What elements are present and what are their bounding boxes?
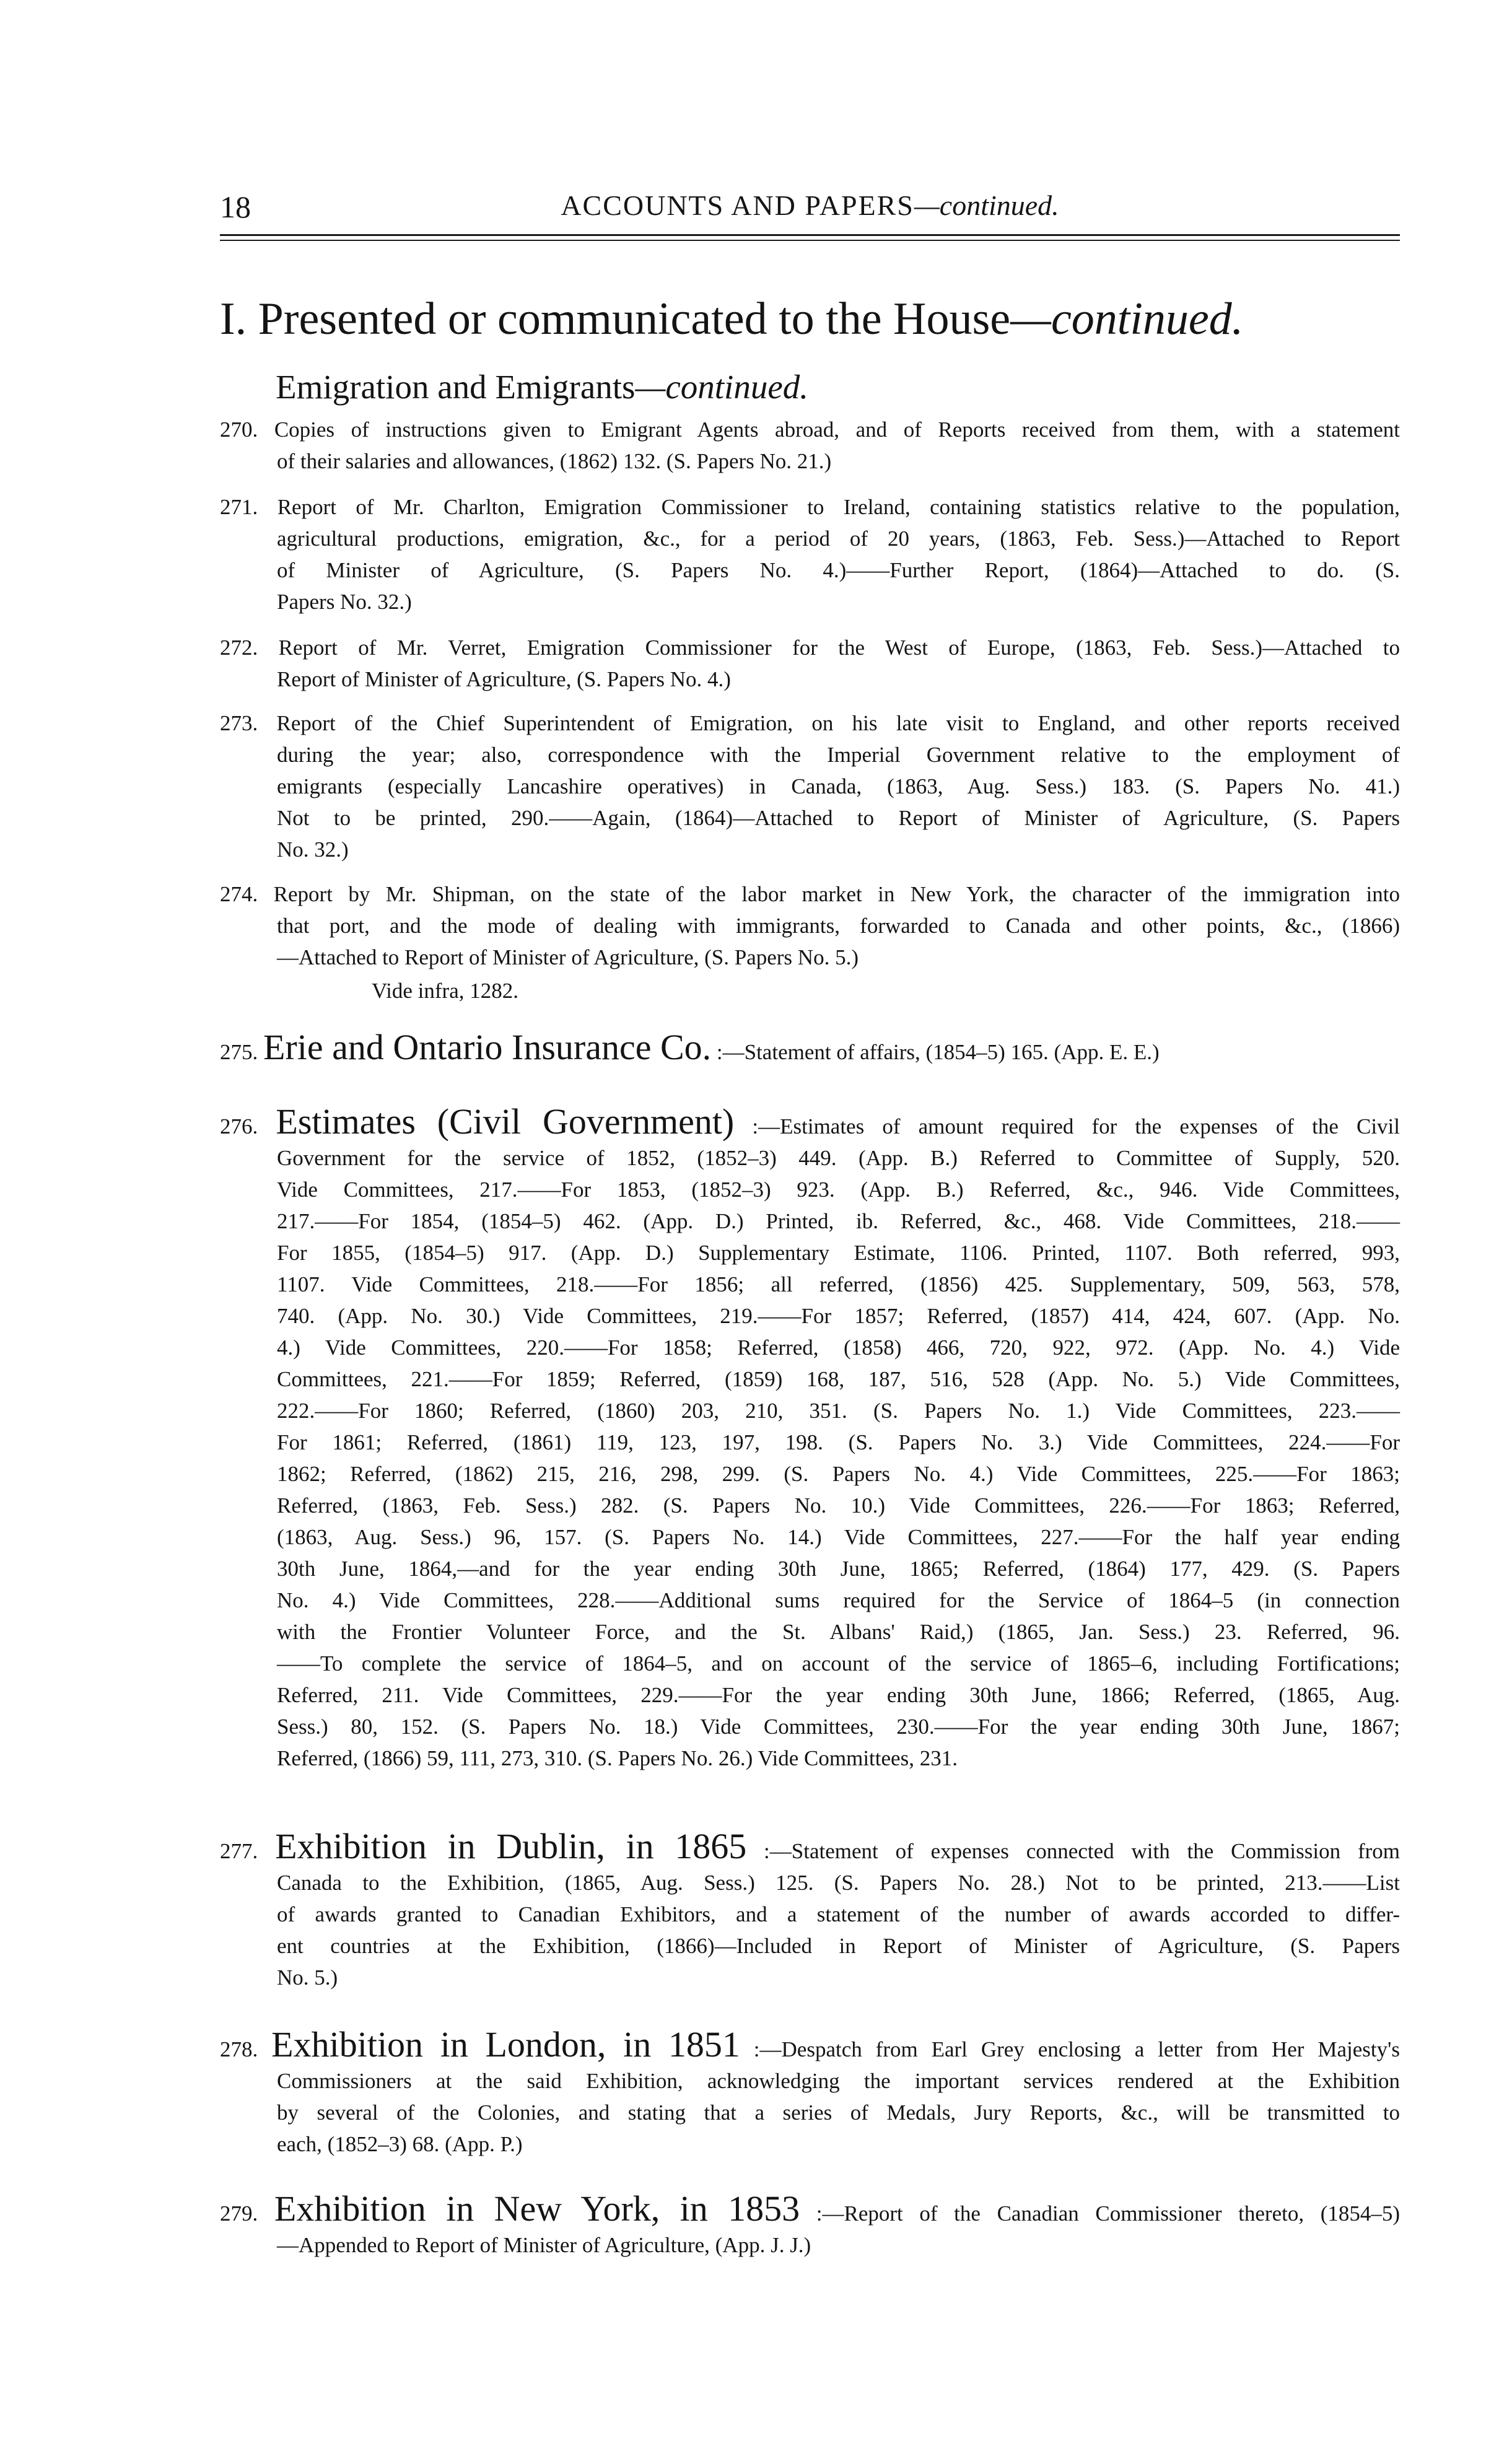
- entry-text: :—Report of the Canadian Commissioner thereto, (1854–5): [816, 2201, 1401, 2226]
- entry-heading-line: [220, 2188, 1401, 2229]
- entry-line: ent countries at the Exhibition, (1866)—Included in Report of Minister of Agriculture, (S. Papers: [277, 1934, 1400, 1958]
- entry-line: —Attached to Report of Minister of Agriculture, (S. Papers No. 5.): [277, 945, 859, 969]
- entry-line: 217.——For 1854, (1854–5) 462. (App. D.) Printed, ib. Referred, &c., 468. Vide Committees, 218.——: [277, 1209, 1400, 1233]
- entry-line: during the year; also, correspondence with the Imperial Government relative to the employment of: [277, 743, 1400, 767]
- entry-line: each, (1852–3) 68. (App. P.): [277, 2132, 523, 2156]
- entry-line: Government for the service of 1852, (1852–3) 449. (App. B.) Referred to Committee of Supply, 520.: [277, 1146, 1400, 1170]
- entry-line: Referred, (1863, Feb. Sess.) 282. (S. Papers No. 10.) Vide Committees, 226.——For 1863; Referred,: [277, 1493, 1400, 1518]
- subsection-title-continued: —continued.: [635, 368, 808, 406]
- entry-line: agricultural productions, emigration, &c., for a period of 20 years, (1863, Feb. Sess.)—Attached to Report: [277, 527, 1400, 551]
- subsection-title-main: Emigration and Emigrants: [276, 368, 636, 406]
- entry-line: Committees, 221.——For 1859; Referred, (1859) 168, 187, 516, 528 (App. No. 5.) Vide Committees,: [277, 1367, 1400, 1391]
- entry-line: Commissioners at the said Exhibition, acknowledging the important services rendered at the Exhibition: [277, 2069, 1400, 2093]
- entry-heading-line: [220, 1101, 1401, 1142]
- entry-line: 4.) Vide Committees, 220.——For 1858; Referred, (1858) 466, 720, 922, 972. (App. No. 4.) Vide: [277, 1335, 1400, 1360]
- entry-number: 279.: [220, 2201, 258, 2226]
- header-rule-top: [220, 234, 1400, 236]
- entry-number: 276.: [220, 1114, 258, 1138]
- header-rule-bottom: [220, 240, 1400, 241]
- entry-274: [220, 878, 1400, 973]
- entry-line: No. 32.): [277, 837, 349, 862]
- entry-line: of awards granted to Canadian Exhibitors, and a statement of the number of awards accorded to differ-: [277, 1902, 1400, 1926]
- running-head: [220, 189, 1400, 222]
- entry-text: :—Estimates of amount required for the expenses of the Civil: [752, 1114, 1401, 1138]
- page-number: 18: [220, 190, 251, 224]
- entry-line: Canada to the Exhibition, (1865, Aug. Sess.) 125. (S. Papers No. 28.) Not to be printed, 213.——List: [277, 1871, 1400, 1895]
- entry-heading: Exhibition in London, in 1851: [271, 2024, 740, 2065]
- entry-275: [220, 1027, 1400, 1068]
- entry-text: :—Statement of affairs, (1854–5) 165. (App. E. E.): [716, 1040, 1160, 1064]
- entry-line: Report of Minister of Agriculture, (S. Papers No. 4.): [277, 667, 731, 691]
- page-header: [220, 189, 1400, 238]
- entry-273: [220, 707, 1400, 865]
- running-head-continued: —continued.: [914, 190, 1059, 221]
- entry-line: 271. Report of Mr. Charlton, Emigration Commissioner to Ireland, containing statistics relative to the population,: [220, 495, 1400, 519]
- entry-text: :—Statement of expenses connected with the Commission from: [764, 1839, 1400, 1863]
- entry-272: [220, 632, 1400, 695]
- entry-line: emigrants (especially Lancashire operatives) in Canada, (1863, Aug. Sess.) 183. (S. Papers No. 41.): [277, 774, 1400, 798]
- entry-heading-line: [220, 1027, 1400, 1068]
- entry-heading-line: [220, 2024, 1401, 2065]
- entry-line: 740. (App. No. 30.) Vide Committees, 219.——For 1857; Referred, (1857) 414, 424, 607. (App. No.: [277, 1304, 1400, 1328]
- entry-line: 222.——For 1860; Referred, (1860) 203, 210, 351. (S. Papers No. 1.) Vide Committees, 223.——: [277, 1399, 1400, 1423]
- entry-line: that port, and the mode of dealing with immigrants, forwarded to Canada and other points, &c., (1866): [277, 914, 1400, 938]
- section-title-continued: —continued.: [1010, 294, 1244, 344]
- entry-heading: Exhibition in New York, in 1853: [274, 2188, 800, 2229]
- entry-line: ——To complete the service of 1864–5, and on account of the service of 1865–6, including Fortifications;: [277, 1651, 1400, 1676]
- entry-line: 1862; Referred, (1862) 215, 216, 298, 299. (S. Papers No. 4.) Vide Committees, 225.——For 1863;: [277, 1462, 1400, 1486]
- entry-text: :—Despatch from Earl Grey enclosing a letter from Her Majesty's: [753, 2037, 1401, 2061]
- entry-number: 278.: [220, 2037, 258, 2061]
- vide-reference: Vide infra, 1282.: [372, 979, 519, 1003]
- entry-line: —Appended to Report of Minister of Agriculture, (App. J. J.): [277, 2233, 811, 2257]
- entry-line: 270. Copies of instructions given to Emigrant Agents abroad, and of Reports received from them, with a statement: [220, 417, 1400, 442]
- entry-279: [220, 2188, 1401, 2261]
- entry-line: of their salaries and allowances, (1862) 132. (S. Papers No. 21.): [277, 449, 832, 473]
- entry-line: Papers No. 32.): [277, 590, 412, 614]
- entry-number: 277.: [220, 1839, 258, 1863]
- entry-line: Not to be printed, 290.——Again, (1864)—Attached to Report of Minister of Agriculture, (S. Papers: [277, 806, 1400, 830]
- entry-line: (1863, Aug. Sess.) 96, 157. (S. Papers No. 14.) Vide Committees, 227.——For the half year ending: [277, 1525, 1400, 1549]
- entry-278: [220, 2024, 1401, 2160]
- entry-heading: Exhibition in Dublin, in 1865: [275, 1826, 747, 1866]
- entry-heading: Estimates (Civil Government): [276, 1101, 735, 1142]
- entry-277: [220, 1826, 1400, 1993]
- entry-line: by several of the Colonies, and stating that a series of Medals, Jury Reports, &c., will be transmitted to: [277, 2100, 1400, 2125]
- entry-line: For 1861; Referred, (1861) 119, 123, 197, 198. (S. Papers No. 3.) Vide Committees, 224.——For: [277, 1430, 1400, 1454]
- entry-line: Referred, (1866) 59, 111, 273, 310. (S. Papers No. 26.) Vide Committees, 231.: [277, 1746, 958, 1770]
- entry-line: 1107. Vide Committees, 218.——For 1856; all referred, (1856) 425. Supplementary, 509, 563, 578,: [277, 1272, 1400, 1296]
- entry-270: [220, 414, 1400, 477]
- running-head-main: ACCOUNTS AND PAPERS: [561, 190, 914, 221]
- entry-line: Referred, 211. Vide Committees, 229.——For the year ending 30th June, 1866; Referred, (1865, Aug.: [277, 1683, 1400, 1707]
- section-title: [220, 296, 1400, 342]
- entry-line: of Minister of Agriculture, (S. Papers No. 4.)——Further Report, (1864)—Attached to do. (S.: [277, 558, 1400, 582]
- entry-line: 273. Report of the Chief Superintendent of Emigration, on his late visit to England, and other reports received: [220, 711, 1400, 735]
- entry-line: 272. Report of Mr. Verret, Emigration Commissioner for the West of Europe, (1863, Feb. Sess.)—Attached to: [220, 636, 1400, 660]
- entry-heading: Erie and Ontario Insurance Co.: [263, 1027, 712, 1067]
- section-title-main: I. Presented or communicated to the House: [220, 294, 1011, 344]
- entry-line: No. 5.): [277, 1965, 338, 1990]
- entry-line: For 1855, (1854–5) 917. (App. D.) Supplementary Estimate, 1106. Printed, 1107. Both referred, 993,: [277, 1241, 1400, 1265]
- entry-line: Vide Committees, 217.——For 1853, (1852–3) 923. (App. B.) Referred, &c., 946. Vide Committees,: [277, 1178, 1400, 1202]
- entry-276: [220, 1101, 1401, 1774]
- entry-line: with the Frontier Volunteer Force, and the St. Albans' Raid,) (1865, Jan. Sess.) 23. Referred, 96.: [277, 1620, 1400, 1644]
- entry-line: 274. Report by Mr. Shipman, on the state of the labor market in New York, the character of the immigration into: [220, 882, 1400, 906]
- entry-line: Sess.) 80, 152. (S. Papers No. 18.) Vide Committees, 230.——For the year ending 30th June, 1867;: [277, 1715, 1400, 1739]
- subsection-title: [276, 370, 808, 404]
- entry-number: 275.: [220, 1040, 258, 1064]
- entry-heading-line: [220, 1826, 1400, 1867]
- entry-line: No. 4.) Vide Committees, 228.——Additional sums required for the Service of 1864–5 (in connection: [277, 1588, 1400, 1612]
- entry-271: [220, 491, 1400, 618]
- entry-line: 30th June, 1864,—and for the year ending 30th June, 1865; Referred, (1864) 177, 429. (S. Papers: [277, 1557, 1400, 1581]
